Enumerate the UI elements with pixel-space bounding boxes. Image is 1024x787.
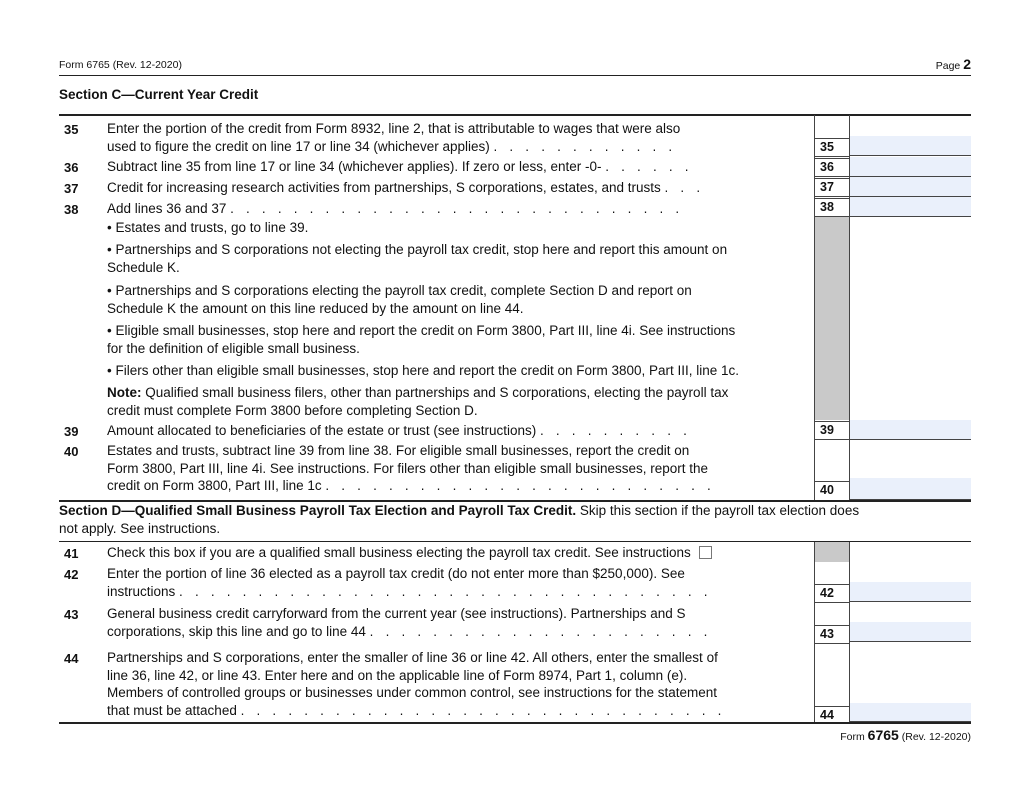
line-number: 42 — [64, 567, 79, 582]
line-number: 39 — [64, 424, 79, 439]
line-39-amount-field[interactable] — [850, 420, 971, 440]
line-number: 40 — [64, 444, 79, 459]
note-label: Note: — [107, 385, 142, 400]
line-box-label: 39 — [815, 421, 849, 440]
line-box-label: 44 — [815, 706, 849, 724]
line-39-text: Amount allocated to beneficiaries of the estate or trust (see instructions) . . . . . . . . . . — [107, 423, 692, 438]
line-number: 44 — [64, 651, 79, 666]
line-38-note: Note: Qualified small business filers, other than partnerships and S corporations, electing the payroll tax credit must complete Form 3800 before completing Section D. — [107, 385, 729, 418]
bottom-rule — [59, 722, 971, 724]
line-box-label: 36 — [815, 158, 849, 177]
line-box-label: 37 — [815, 178, 849, 197]
line-number: 38 — [64, 202, 79, 217]
line-44-text: Partnerships and S corporations, enter the smaller of line 36 or line 42. All others, enter the smallest of line 36, line 42, or line 43. Enter here and on the applicable line of Form 8974, Part 1, column (e). Members of controlled groups or businesses under common control, see instructions for the statement that must be attached . . . . . . . . . . . . . . . . . . . . . . . . . . . . . . . — [107, 650, 726, 718]
section-c-top-rule — [59, 114, 971, 116]
line-43-text: General business credit carryforward from the current year (see instructions). Partnerships and S corporations, skip this line and go to line 44 . . . . . . . . . . . . . . . . . . . . . . — [107, 606, 712, 639]
line-38-bullet-2: • Partnerships and S corporations not electing the payroll tax credit, stop here and report this amount on Schedule K. — [107, 242, 728, 275]
line-box-label: 38 — [815, 198, 849, 217]
line-38-text: Add lines 36 and 37 . . . . . . . . . . . . . . . . . . . . . . . . . . . . . — [107, 201, 684, 216]
line-36-text: Subtract line 35 from line 17 or line 34 (whichever applies). If zero or less, enter -0- . . . . . . — [107, 159, 693, 174]
line-38-bullet-1: • Estates and trusts, go to line 39. — [107, 220, 309, 235]
form-id: Form 6765 (Rev. 12-2020) — [59, 59, 182, 71]
line-37-amount-field[interactable] — [850, 177, 971, 197]
line-38-bullet-3: • Partnerships and S corporations electing the payroll tax credit, complete Section D and report on Schedule K the amount on this line reduced by the amount on line 44. — [107, 283, 692, 316]
page-number: 2 — [963, 56, 971, 72]
line-number: 43 — [64, 607, 79, 622]
line-42-text: Enter the portion of line 36 elected as a payroll tax credit (do not enter more than $250,000). See instructions . . . . . . . . . . . . . . . . . . . . . . . . . . . . . . . . . . — [107, 566, 712, 599]
line-number: 41 — [64, 546, 79, 561]
line-36-amount-field[interactable] — [850, 157, 971, 177]
line-box-label: 43 — [815, 625, 849, 644]
footer-form-number: 6765 — [867, 727, 899, 743]
line-40-text: Estates and trusts, subtract line 39 from line 38. For eligible small businesses, report the credit on Form 3800, Part III, line 4i. See instructions. For filers other than eligible small businesses, report the credit on Form 3800, Part III, line 1c . . . . . . . . . . . . . . . . . . . . . . . . . — [107, 443, 715, 493]
line-38-amount-field[interactable] — [850, 197, 971, 217]
line-box-label: 40 — [815, 481, 849, 499]
form-header — [59, 56, 971, 76]
section-d-heading: Section D—Qualified Small Business Payroll Tax Election and Payroll Tax Credit. Skip this section if the payroll tax election does not apply. See instructions. — [59, 503, 860, 536]
line-37-text: Credit for increasing research activities from partnerships, S corporations, estates, and trusts . . . — [107, 180, 705, 195]
footer-revision: (Rev. 12-2020) — [901, 731, 971, 743]
line-38-bullet-5: • Filers other than eligible small businesses, stop here and report the credit on Form 3800, Part III, line 1c. — [107, 363, 740, 378]
line-number: 35 — [64, 122, 79, 137]
shaded-cell — [815, 542, 849, 562]
line-35-text: Enter the portion of the credit from Form 8932, line 2, that is attributable to wages that were also used to figure the credit on line 17 or line 34 (whichever applies) . . . . . . . . . . . . — [107, 121, 681, 154]
page-label: Page — [935, 60, 961, 72]
line-35-amount-field[interactable] — [850, 136, 971, 156]
qualified-small-business-checkbox[interactable] — [699, 546, 712, 559]
section-c-title: Section C—Current Year Credit — [59, 87, 259, 102]
line-44-amount-field[interactable] — [850, 703, 971, 722]
line-number: 37 — [64, 181, 79, 196]
footer-form-label: Form — [840, 731, 865, 743]
line-38-bullet-4: • Eligible small businesses, stop here and report the credit on Form 3800, Part III, line 4i. See instructions for the definition of eligible small business. — [107, 323, 736, 356]
line-41-text: Check this box if you are a qualified small business electing the payroll tax credit. See instructions — [107, 544, 801, 562]
line-43-amount-field[interactable] — [850, 622, 971, 642]
section-d-title: Section D—Qualified Small Business Payroll Tax Election and Payroll Tax Credit. — [59, 503, 577, 518]
page-indicator — [936, 56, 971, 72]
line-box-label: 35 — [815, 138, 849, 157]
line-box-label: 42 — [815, 584, 849, 603]
line-42-amount-field[interactable] — [850, 582, 971, 602]
line-number: 36 — [64, 160, 79, 175]
shaded-cell — [815, 217, 849, 420]
form-footer — [840, 727, 971, 743]
line-40-amount-field[interactable] — [850, 478, 971, 500]
